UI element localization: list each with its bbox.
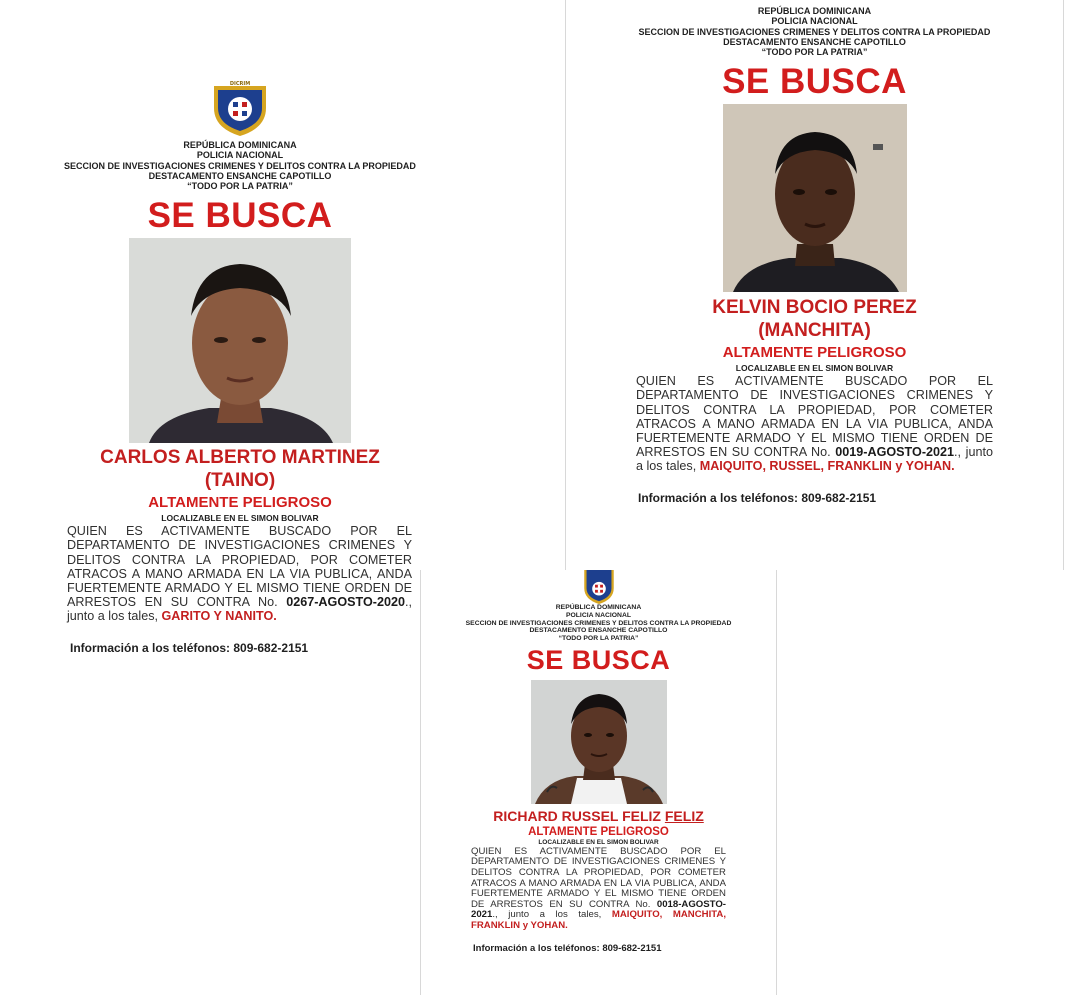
suspect-alias: (TAINO) xyxy=(204,469,276,491)
wanted-poster-1 xyxy=(40,70,440,690)
suspect-photo xyxy=(129,238,351,443)
suspect-alias: (MANCHITA) xyxy=(758,319,871,341)
suspect-name xyxy=(566,297,1063,343)
suspect-name-line1: RICHARD RUSSEL FELIZ xyxy=(493,808,661,825)
location-text: LOCALIZABLE EN EL SIMON BOLIVAR xyxy=(735,363,894,374)
poster-header xyxy=(40,140,440,192)
phone-info: Información a los teléfonos: 809-682-2151 xyxy=(70,640,309,655)
wanted-title: SE BUSCA xyxy=(147,195,333,235)
danger-label: ALTAMENTE PELIGROSO xyxy=(722,344,907,362)
police-badge-icon xyxy=(208,78,272,138)
order-number: 0267-AGOSTO-2020 xyxy=(286,594,405,609)
badge-label: DICRIM xyxy=(229,81,251,87)
wanted-title: SE BUSCA xyxy=(722,61,907,101)
suspect-name-underlined: FELIZ xyxy=(664,808,704,825)
poster-body xyxy=(67,524,412,623)
accomplices-intro: ., junto a los tales, xyxy=(67,594,412,623)
danger-label: ALTAMENTE PELIGROSO xyxy=(528,825,669,838)
accomplices: MAIQUITO, MANCHITA, FRANKLIN y YOHAN. xyxy=(471,909,726,931)
suspect-photo xyxy=(531,680,667,804)
poster-body xyxy=(471,847,726,931)
body-text: QUIEN ES ACTIVAMENTE BUSCADO POR EL DEPARTAMENTO DE INVESTIGACIONES CRIMENES Y DELITOS CONTRA LA PROPIEDAD, POR COMETER ATRACOS A MANO ARMADA EN LA VIA PUBLICA, ANDA FUERTEMENTE ARMADO Y EL MISMO TIENE ORDEN DE ARRESTOS EN SU CONTRA No. xyxy=(471,845,726,910)
header-motto: “TODO POR LA PATRIA” xyxy=(558,635,639,643)
suspect-photo xyxy=(723,104,907,292)
header-police: POLICIA NACIONAL xyxy=(196,150,284,161)
poster-header xyxy=(566,6,1063,58)
accomplices: MAIQUITO, RUSSEL, FRANKLIN y YOHAN. xyxy=(699,458,955,473)
header-section: SECCION DE INVESTIGACIONES CRIMENES Y DELITOS CONTRA LA PROPIEDAD xyxy=(465,619,732,627)
poster-header xyxy=(421,604,776,643)
header-detachment: DESTACAMENTO ENSANCHE CAPOTILLO xyxy=(148,171,332,182)
accomplices-intro: ., junto a los tales, xyxy=(636,444,993,473)
accomplices: GARITO Y NANITO. xyxy=(161,608,277,623)
suspect-name-line1: KELVIN BOCIO PEREZ xyxy=(712,296,917,318)
wanted-poster-2 xyxy=(565,0,1064,570)
suspect-name xyxy=(421,808,776,825)
header-police: POLICIA NACIONAL xyxy=(771,16,858,27)
police-badge-icon xyxy=(575,570,623,604)
header-detachment: DESTACAMENTO ENSANCHE CAPOTILLO xyxy=(529,627,668,635)
header-motto: “TODO POR LA PATRIA” xyxy=(761,47,868,58)
header-country: REPÚBLICA DOMINICANA xyxy=(555,604,642,611)
poster-body xyxy=(636,374,993,473)
accomplices-intro: ., junto a los tales, xyxy=(492,909,612,921)
wanted-poster-3 xyxy=(420,570,777,995)
wanted-title: SE BUSCA xyxy=(526,645,671,676)
suspect-name-line1: CARLOS ALBERTO MARTINEZ xyxy=(100,446,380,468)
body-text: QUIEN ES ACTIVAMENTE BUSCADO POR EL DEPARTAMENTO DE INVESTIGACIONES CRIMENES Y DELITOS CONTRA LA PROPIEDAD, POR COMETER ATRACOS A MANO ARMADA EN LA VIA PUBLICA, ANDA FUERTEMENTE ARMADO Y EL MISMO TIENE ORDEN DE ARRESTOS EN SU CONTRA No. xyxy=(67,524,412,609)
header-detachment: DESTACAMENTO ENSANCHE CAPOTILLO xyxy=(723,37,906,48)
header-motto: “TODO POR LA PATRIA” xyxy=(187,181,293,192)
phone-info: Información a los teléfonos: 809-682-2151 xyxy=(473,943,662,955)
danger-label: ALTAMENTE PELIGROSO xyxy=(148,494,332,512)
header-police: POLICIA NACIONAL xyxy=(565,611,632,619)
body-text: QUIEN ES ACTIVAMENTE BUSCADO POR EL DEPARTAMENTO DE INVESTIGACIONES CRIMENES Y DELITOS CONTRA LA PROPIEDAD, POR COMETER ATRACOS A MANO ARMADA EN LA VIA PUBLICA, ANDA FUERTEMENTE ARMADO Y EL MISMO TIENE ORDEN DE ARRESTOS EN SU CONTRA No. xyxy=(636,374,993,459)
header-country: REPÚBLICA DOMINICANA xyxy=(757,6,872,16)
suspect-name xyxy=(40,447,440,493)
order-number: 0018-AGOSTO-2021 xyxy=(471,898,726,921)
phone-info: Información a los teléfonos: 809-682-2151 xyxy=(638,490,877,505)
order-number: 0019-AGOSTO-2021 xyxy=(835,444,955,459)
location-text: LOCALIZABLE EN EL SIMON BOLIVAR xyxy=(538,838,659,846)
header-section: SECCION DE INVESTIGACIONES CRIMENES Y DELITOS CONTRA LA PROPIEDAD xyxy=(638,26,991,37)
location-text: LOCALIZABLE EN EL SIMON BOLIVAR xyxy=(161,513,319,524)
header-country: REPÚBLICA DOMINICANA xyxy=(183,140,297,150)
header-section: SECCION DE INVESTIGACIONES CRIMENES Y DELITOS CONTRA LA PROPIEDAD xyxy=(64,160,416,171)
